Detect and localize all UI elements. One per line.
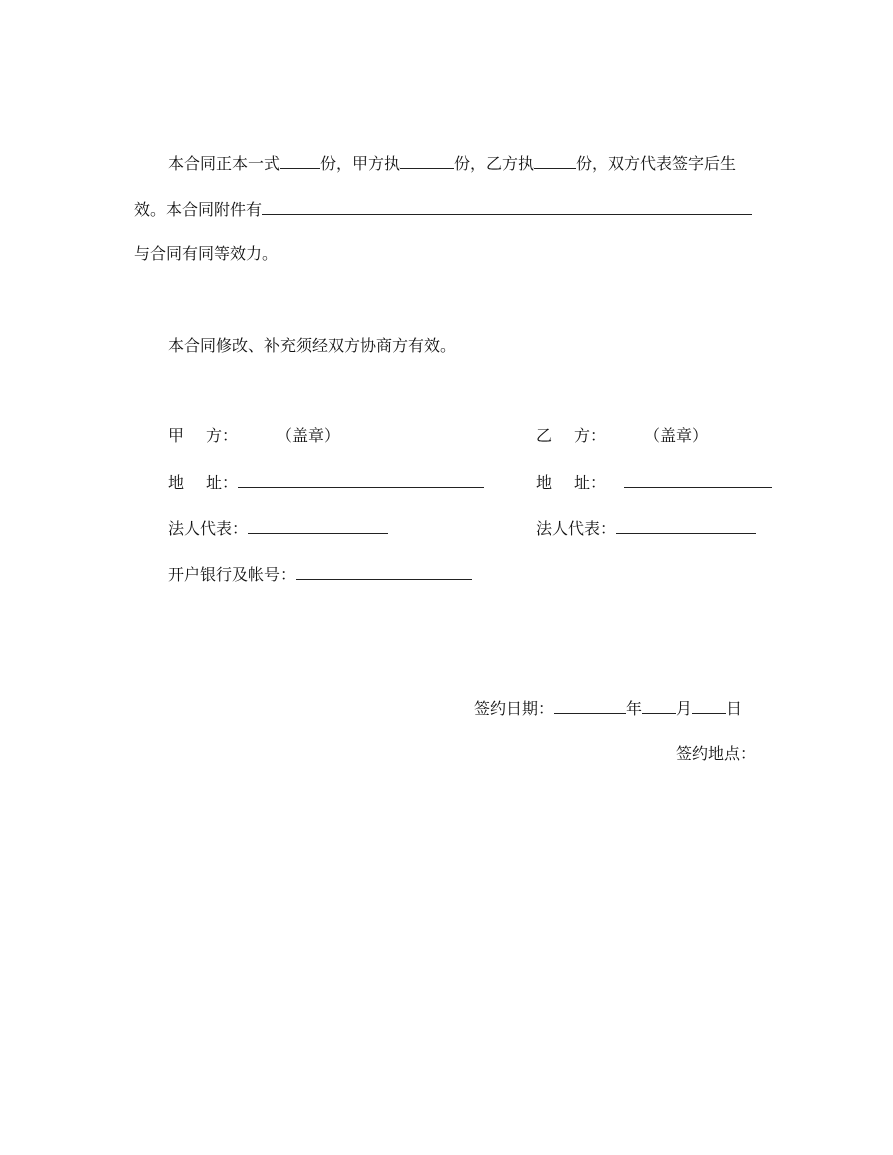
amendment-text: 本合同修改、补充须经双方协商方有效。 — [168, 336, 457, 355]
signing-place-row — [676, 744, 756, 764]
signing-month-blank[interactable] — [642, 698, 676, 714]
party-a-row — [168, 426, 340, 446]
party-b-address-char1: 地 — [536, 473, 553, 492]
copies-text-b: 份，甲方执 — [320, 154, 401, 173]
party-a-bank-row — [168, 564, 472, 585]
party-a-address-blank[interactable] — [238, 472, 484, 488]
party-a-label-char1: 甲 — [168, 426, 185, 445]
party-a-legal-rep-row — [168, 518, 388, 539]
amendment-clause — [168, 336, 456, 356]
total-copies-blank[interactable] — [280, 153, 320, 169]
party-b-seal: （盖章） — [644, 426, 709, 445]
signing-year-blank[interactable] — [554, 698, 626, 714]
equal-validity-text: 与合同有同等效力。 — [134, 244, 279, 263]
party-b-row — [536, 426, 708, 446]
signing-date-label: 签约日期： — [474, 699, 555, 718]
party-b-address-char2: 址： — [574, 473, 607, 492]
party-a-address-char1: 地 — [168, 473, 185, 492]
copies-text-a: 本合同正本一式 — [168, 154, 281, 173]
attachments-label: 效。本合同附件有 — [134, 200, 263, 219]
attachments-blank[interactable] — [262, 199, 752, 215]
party-b-label-char1: 乙 — [536, 426, 553, 445]
equal-validity-line — [134, 244, 278, 264]
copies-clause-line — [168, 153, 736, 174]
party-b-legal-rep-blank[interactable] — [616, 518, 756, 534]
party-a-address-row — [168, 472, 484, 493]
attachments-line — [134, 199, 752, 220]
signing-day-blank[interactable] — [692, 698, 726, 714]
party-a-bank-blank[interactable] — [296, 564, 472, 580]
signing-month-unit: 月 — [676, 699, 693, 718]
party-b-copies-blank[interactable] — [534, 153, 576, 169]
party-a-legal-rep-blank[interactable] — [248, 518, 388, 534]
signing-date-row — [474, 698, 742, 719]
party-a-address-char2: 址： — [206, 473, 239, 492]
copies-text-c: 份，乙方执 — [454, 154, 535, 173]
party-b-legal-rep-row — [536, 518, 756, 539]
party-a-seal: （盖章） — [276, 426, 341, 445]
copies-text-d: 份，双方代表签字后生 — [576, 154, 737, 173]
party-b-address-blank[interactable] — [624, 472, 772, 488]
party-b-legal-rep-label: 法人代表： — [536, 519, 617, 538]
party-b-label-char2: 方： — [574, 426, 607, 445]
party-b-address-row — [536, 472, 772, 493]
signing-day-unit: 日 — [726, 699, 743, 718]
party-a-bank-label: 开户银行及帐号： — [168, 565, 297, 584]
party-a-legal-rep-label: 法人代表： — [168, 519, 249, 538]
party-a-label-char2: 方： — [206, 426, 239, 445]
signing-year-unit: 年 — [626, 699, 643, 718]
signing-place-label: 签约地点： — [676, 744, 757, 763]
party-a-copies-blank[interactable] — [400, 153, 454, 169]
